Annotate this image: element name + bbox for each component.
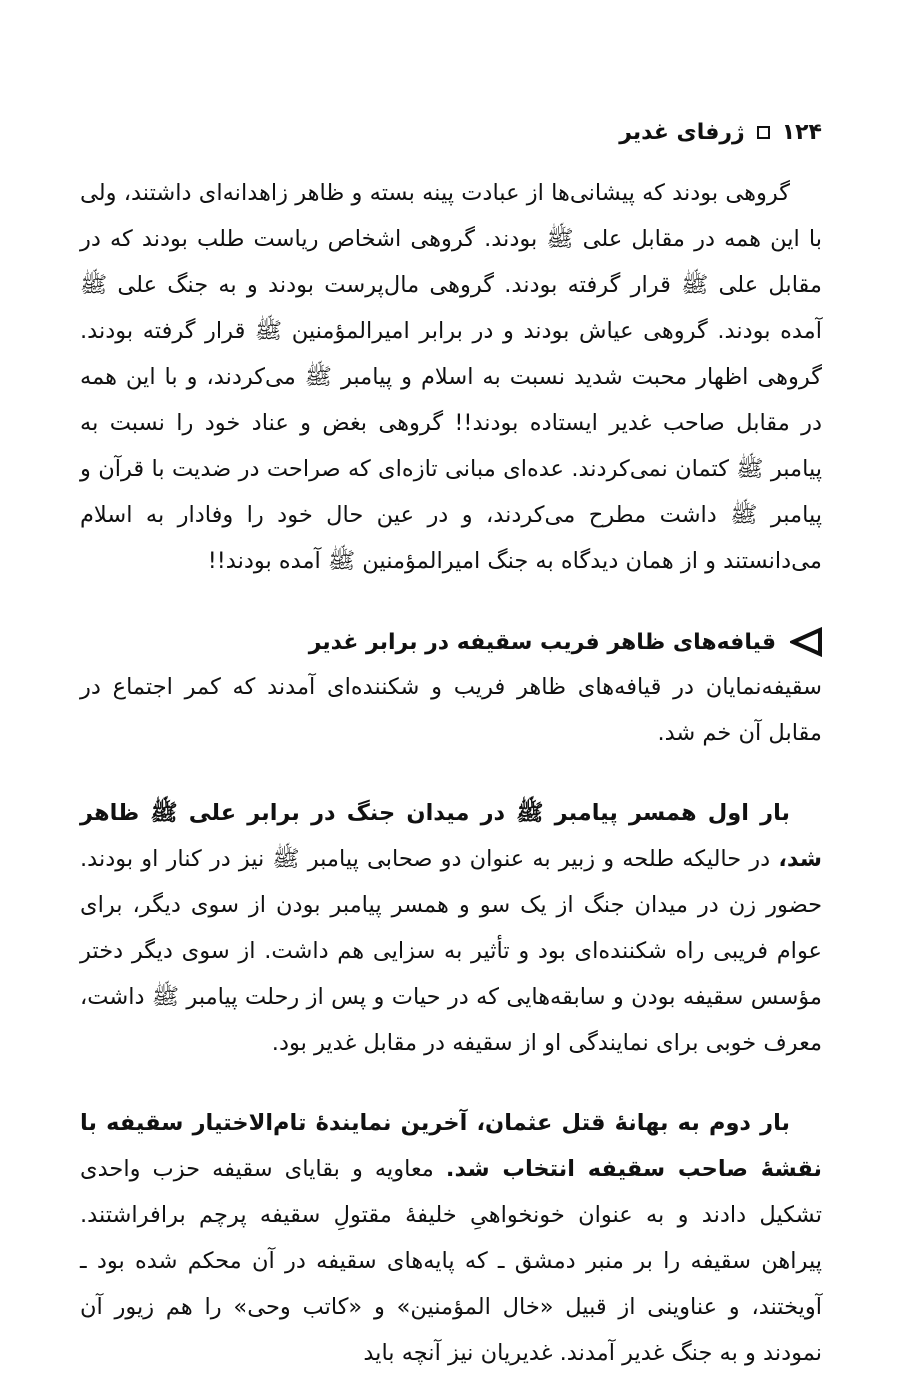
bold-lead-text: بار اول همسر پیامبر ﷺ در میدان جنگ در برابر علی ﷺ ظاهر شد، — [80, 800, 822, 872]
paragraph-second-instance — [80, 1100, 822, 1376]
section-heading — [80, 620, 822, 664]
paragraph-body-text: در حالیکه طلحه و زبیر به عنوان دو صحابی پیامبر ﷺ نیز در کنار او بودند. حضور زن در میدان جنگ از یک سو و همسر پیامبر بودن از سوی دیگر، برای عوام فریبی راه شکننده‌ای بود و تأثیر به سزایی هم داشت. از سوی دیگر دختر مؤسس سقیفه بودن و سابقه‌هایی که در حیات و پس از رحلت پیامبر ﷺ داشت، معرف خوبی برای نمایندگی او از سقیفه در مقابل غدیر بود. — [80, 846, 822, 1056]
book-title: ژرفای غدیر — [619, 119, 745, 145]
square-separator-icon — [757, 126, 770, 139]
book-page — [80, 110, 822, 1366]
section-intro: سقیفه‌نمایان در قیافه‌های ظاهر فریب و شکننده‌ای آمدند که کمر اجتماع در مقابل آن خم شد. — [80, 674, 822, 746]
page-number: ۱۲۴ — [781, 119, 822, 145]
paragraph-first-instance — [80, 790, 822, 1066]
running-head — [80, 110, 822, 154]
paragraph-groups: گروهی بودند که پیشانی‌ها از عبادت پینه بسته و ظاهر زاهدانه‌ای داشتند، ولی با این همه در مقابل علی ﷺ بودند. گروهی اشخاص ریاست طلب بودند که در مقابل علی ﷺ قرار گرفته بودند. گروهی مال‌پرست بودند و به جنگ علی ﷺ آمده بودند. گروهی عیاش بودند و در برابر امیرالمؤمنین ﷺ قرار گرفته بودند. گروهی اظهار محبت شدید نسبت به اسلام و پیامبر ﷺ می‌کردند، و با این همه در مقابل صاحب غدیر ایستاده بودند!! گروهی بغض و عناد خود را نسبت به پیامبر ﷺ کتمان نمی‌کردند. عده‌ای مبانی تازه‌ای که صراحت در ضدیت با قرآن و پیامبر ﷺ داشت مطرح می‌کردند، و در عین حال خود را وفادار به اسلام می‌دانستند و از همان دیدگاه به جنگ امیرالمؤمنین ﷺ آمده بودند!! — [80, 180, 822, 574]
triangle-marker-icon — [790, 627, 822, 657]
paragraph-body-text: معاویه و بقایای سقیفه حزب واحدی تشکیل دادند و به عنوان خونخواهیِ خلیفهٔ مقتولِ سقیفه پرچم برافراشتند. پیراهن سقیفه را بر منبر دمشق ـ که پایه‌های سقیفه در آن محکم شده بود ـ آویختند، و عناوینی از قبیل «خال المؤمنین» و «کاتب وحی» را هم زیور آن نمودند و به جنگ غدیر آمدند. غدیریان نیز آنچه باید — [80, 1156, 822, 1366]
spacer — [80, 584, 822, 620]
spacer — [80, 756, 822, 790]
bold-lead-text: بار دوم به بهانهٔ قتل عثمان، آخرین نمایندهٔ تام‌الاختیار سقیفه با نقشهٔ صاحب سقیفه انتخاب شد. — [80, 1110, 822, 1182]
spacer — [80, 1066, 822, 1100]
section-heading-text: قیافه‌های ظاهر فریب سقیفه در برابر غدیر — [308, 629, 776, 655]
